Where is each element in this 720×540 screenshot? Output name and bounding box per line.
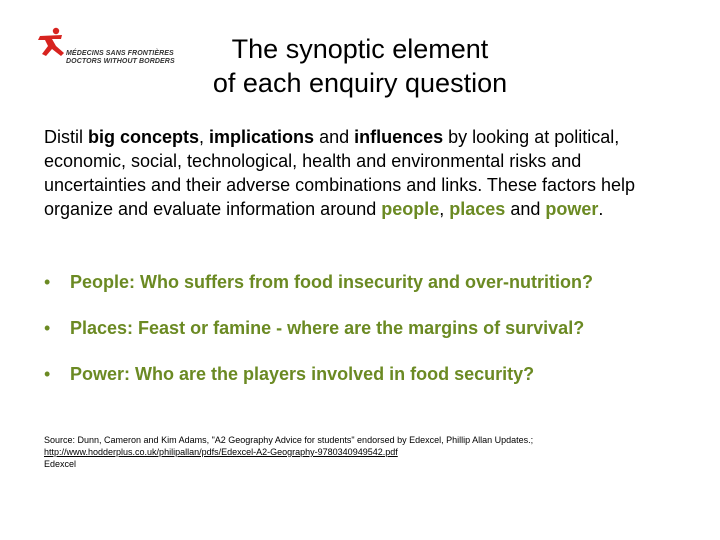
list-item <box>44 316 694 340</box>
logo-text-line2: DOCTORS WITHOUT BORDERS <box>66 58 175 65</box>
intro-bold-big-concepts: big concepts <box>88 127 200 147</box>
question-people: People: Who suffers from food insecurity and over-nutrition? <box>70 272 594 292</box>
bullet-marker: • <box>44 364 51 384</box>
logo-text-line1: MÉDECINS SANS FRONTIÈRES <box>66 50 174 57</box>
intro-text: , <box>439 199 450 219</box>
bullet-marker: • <box>44 272 51 292</box>
intro-text: Distil <box>44 127 88 147</box>
msf-logo <box>34 26 174 76</box>
title-line1: The synoptic element <box>231 34 489 64</box>
intro-text: and <box>314 127 355 147</box>
source-text: Source: Dunn, Cameron and Kim Adams, "A2 Geography Advice for students" endorsed by Edexcel, Phillip Allan Updates.; <box>44 435 534 445</box>
intro-highlight-people: people <box>381 199 440 219</box>
intro-bold-implications: implications <box>209 127 315 147</box>
intro-paragraph <box>44 125 664 221</box>
bullet-marker: • <box>44 318 51 338</box>
question-list <box>44 270 694 408</box>
intro-bold-influences: influences <box>354 127 444 147</box>
title-line2: of each enquiry question <box>212 68 508 98</box>
intro-text: . <box>598 199 604 219</box>
intro-text: and <box>505 199 546 219</box>
question-power: Power: Who are the players involved in food security? <box>70 364 535 384</box>
page-title <box>170 32 550 100</box>
intro-highlight-power: power <box>545 199 599 219</box>
intro-text: by looking at political, economic, social, technological, health and environmental risks and uncertainties and their adverse combinations and links. These factors help organize and evaluate information around <box>44 127 636 219</box>
list-item <box>44 270 694 294</box>
question-places: Places: Feast or famine - where are the margins of survival? <box>70 318 585 338</box>
source-publisher: Edexcel <box>44 459 77 469</box>
list-item <box>44 362 694 386</box>
source-citation <box>44 434 684 470</box>
intro-highlight-places: places <box>449 199 506 219</box>
msf-running-man-icon <box>34 26 68 60</box>
intro-text: , <box>199 127 210 147</box>
source-link[interactable]: http://www.hodderplus.co.uk/philipallan/pdfs/Edexcel-A2-Geography-9780340949542.pdf <box>44 447 398 457</box>
logo-wordmark <box>66 50 175 66</box>
